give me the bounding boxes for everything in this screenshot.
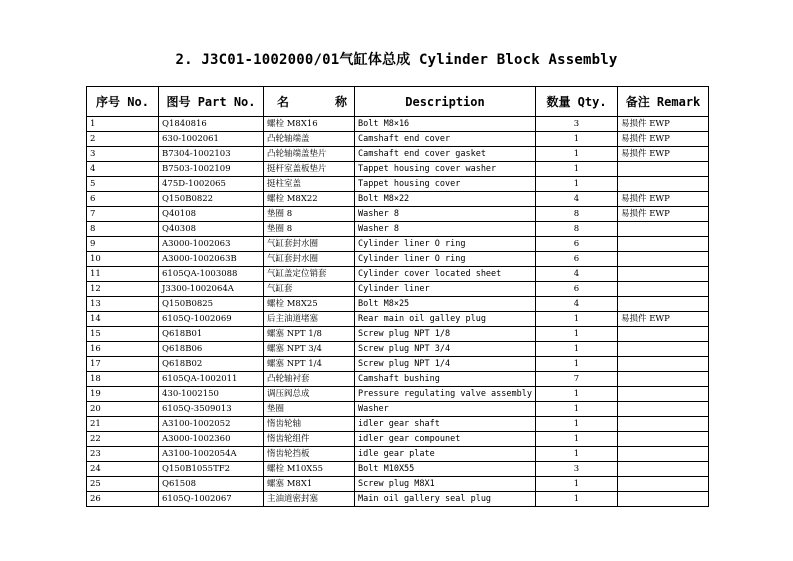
row-qty: 8 bbox=[536, 222, 618, 237]
row-part-no: Q40308 bbox=[159, 222, 264, 237]
row-name: 凸轮轴端盖垫片 bbox=[264, 147, 355, 162]
row-name: 螺塞 NPT 1/4 bbox=[264, 357, 355, 372]
row-name: 惰齿轮轴 bbox=[264, 417, 355, 432]
table-row bbox=[87, 237, 709, 252]
row-no: 5 bbox=[87, 177, 159, 192]
table-row bbox=[87, 402, 709, 417]
row-remark: 易损件 EWP bbox=[618, 117, 709, 132]
row-part-no: Q618B06 bbox=[159, 342, 264, 357]
row-name: 气缸套封水圈 bbox=[264, 252, 355, 267]
row-part-no: 430-1002150 bbox=[159, 387, 264, 402]
row-description: idler gear shaft bbox=[355, 417, 536, 432]
row-remark bbox=[618, 162, 709, 177]
row-name: 垫圈 bbox=[264, 402, 355, 417]
table-row bbox=[87, 432, 709, 447]
table-row bbox=[87, 372, 709, 387]
row-qty: 1 bbox=[536, 417, 618, 432]
row-no: 25 bbox=[87, 477, 159, 492]
row-name: 螺栓 M8X25 bbox=[264, 297, 355, 312]
row-description: Screw plug NPT 3/4 bbox=[355, 342, 536, 357]
row-description: Camshaft bushing bbox=[355, 372, 536, 387]
row-description: Main oil gallery seal plug bbox=[355, 492, 536, 507]
row-part-no: A3000-1002063B bbox=[159, 252, 264, 267]
row-name: 垫圈 8 bbox=[264, 222, 355, 237]
row-no: 20 bbox=[87, 402, 159, 417]
row-no: 1 bbox=[87, 117, 159, 132]
row-remark: 易损件 EWP bbox=[618, 312, 709, 327]
row-no: 23 bbox=[87, 447, 159, 462]
row-part-no: 6105Q-1002067 bbox=[159, 492, 264, 507]
row-remark bbox=[618, 447, 709, 462]
row-part-no: Q618B02 bbox=[159, 357, 264, 372]
row-no: 22 bbox=[87, 432, 159, 447]
row-name: 调压阀总成 bbox=[264, 387, 355, 402]
header-part-no: 图号 Part No. bbox=[159, 87, 264, 117]
row-qty: 1 bbox=[536, 357, 618, 372]
header-description: Description bbox=[355, 87, 536, 117]
row-description: idle gear plate bbox=[355, 447, 536, 462]
header-name-a: 名 bbox=[277, 95, 290, 109]
row-qty: 1 bbox=[536, 432, 618, 447]
row-description: Washer 8 bbox=[355, 222, 536, 237]
row-description: Camshaft end cover bbox=[355, 132, 536, 147]
row-description: Tappet housing cover bbox=[355, 177, 536, 192]
row-name: 螺栓 M8X16 bbox=[264, 117, 355, 132]
row-remark bbox=[618, 372, 709, 387]
row-description: Cylinder cover located sheet bbox=[355, 267, 536, 282]
row-remark bbox=[618, 357, 709, 372]
parts-table bbox=[86, 86, 709, 507]
row-qty: 4 bbox=[536, 192, 618, 207]
row-qty: 1 bbox=[536, 402, 618, 417]
row-no: 11 bbox=[87, 267, 159, 282]
table-row bbox=[87, 417, 709, 432]
row-description: Bolt M8×16 bbox=[355, 117, 536, 132]
row-no: 3 bbox=[87, 147, 159, 162]
row-qty: 8 bbox=[536, 207, 618, 222]
row-no: 18 bbox=[87, 372, 159, 387]
row-part-no: A3000-1002360 bbox=[159, 432, 264, 447]
table-row bbox=[87, 312, 709, 327]
row-no: 16 bbox=[87, 342, 159, 357]
table-row bbox=[87, 297, 709, 312]
row-qty: 1 bbox=[536, 312, 618, 327]
header-qty: 数量 Qty. bbox=[536, 87, 618, 117]
row-remark: 易损件 EWP bbox=[618, 207, 709, 222]
row-remark: 易损件 EWP bbox=[618, 132, 709, 147]
row-description: Bolt M10X55 bbox=[355, 462, 536, 477]
row-no: 13 bbox=[87, 297, 159, 312]
row-part-no: Q150B0825 bbox=[159, 297, 264, 312]
row-remark bbox=[618, 387, 709, 402]
row-no: 7 bbox=[87, 207, 159, 222]
row-name: 气缸盖定位销套 bbox=[264, 267, 355, 282]
row-part-no: Q40108 bbox=[159, 207, 264, 222]
row-part-no: B7304-1002103 bbox=[159, 147, 264, 162]
row-name: 凸轮轴衬套 bbox=[264, 372, 355, 387]
row-remark bbox=[618, 222, 709, 237]
row-no: 8 bbox=[87, 222, 159, 237]
row-part-no: 475D-1002065 bbox=[159, 177, 264, 192]
page-title: 2. J3C01-1002000/01气缸体总成 Cylinder Block Assembly bbox=[175, 52, 618, 68]
table-row bbox=[87, 357, 709, 372]
row-qty: 3 bbox=[536, 462, 618, 477]
row-name: 螺塞 M8X1 bbox=[264, 477, 355, 492]
row-remark bbox=[618, 342, 709, 357]
row-no: 12 bbox=[87, 282, 159, 297]
row-part-no: 6105QA-1002011 bbox=[159, 372, 264, 387]
table-row bbox=[87, 132, 709, 147]
row-part-no: Q150B1055TF2 bbox=[159, 462, 264, 477]
row-qty: 1 bbox=[536, 342, 618, 357]
row-no: 4 bbox=[87, 162, 159, 177]
row-no: 21 bbox=[87, 417, 159, 432]
row-remark bbox=[618, 267, 709, 282]
row-remark bbox=[618, 432, 709, 447]
table-row bbox=[87, 327, 709, 342]
row-qty: 1 bbox=[536, 387, 618, 402]
row-qty: 3 bbox=[536, 117, 618, 132]
row-no: 6 bbox=[87, 192, 159, 207]
row-description: Tappet housing cover washer bbox=[355, 162, 536, 177]
header-name-b: 称 bbox=[334, 95, 347, 109]
row-remark bbox=[618, 402, 709, 417]
row-name: 惰齿轮挡板 bbox=[264, 447, 355, 462]
row-description: Bolt M8×22 bbox=[355, 192, 536, 207]
row-name: 气缸套 bbox=[264, 282, 355, 297]
row-part-no: A3000-1002063 bbox=[159, 237, 264, 252]
table-row bbox=[87, 162, 709, 177]
row-description: Rear main oil galley plug bbox=[355, 312, 536, 327]
header-remark: 备注 Remark bbox=[618, 87, 709, 117]
row-description: Camshaft end cover gasket bbox=[355, 147, 536, 162]
row-qty: 6 bbox=[536, 252, 618, 267]
row-part-no: B7503-1002109 bbox=[159, 162, 264, 177]
table-row bbox=[87, 342, 709, 357]
row-part-no: 6105QA-1003088 bbox=[159, 267, 264, 282]
table-row bbox=[87, 117, 709, 132]
row-no: 17 bbox=[87, 357, 159, 372]
table-row bbox=[87, 447, 709, 462]
row-name: 后主油道堵塞 bbox=[264, 312, 355, 327]
row-remark bbox=[618, 237, 709, 252]
row-name: 螺栓 M8X22 bbox=[264, 192, 355, 207]
table-row bbox=[87, 177, 709, 192]
table-row bbox=[87, 252, 709, 267]
row-remark bbox=[618, 462, 709, 477]
row-remark bbox=[618, 177, 709, 192]
row-part-no: 6105Q-3509013 bbox=[159, 402, 264, 417]
row-no: 2 bbox=[87, 132, 159, 147]
row-remark bbox=[618, 477, 709, 492]
row-name: 挺杆室盖板垫片 bbox=[264, 162, 355, 177]
table-body bbox=[87, 117, 709, 507]
table-row bbox=[87, 492, 709, 507]
row-description: Cylinder liner O ring bbox=[355, 252, 536, 267]
row-no: 24 bbox=[87, 462, 159, 477]
row-description: Cylinder liner bbox=[355, 282, 536, 297]
row-qty: 1 bbox=[536, 147, 618, 162]
row-remark: 易损件 EWP bbox=[618, 192, 709, 207]
row-no: 10 bbox=[87, 252, 159, 267]
row-remark bbox=[618, 417, 709, 432]
row-description: Screw plug NPT 1/8 bbox=[355, 327, 536, 342]
row-qty: 1 bbox=[536, 492, 618, 507]
row-remark bbox=[618, 492, 709, 507]
row-description: Washer 8 bbox=[355, 207, 536, 222]
row-remark bbox=[618, 297, 709, 312]
row-no: 9 bbox=[87, 237, 159, 252]
row-qty: 1 bbox=[536, 477, 618, 492]
row-name: 气缸套封水圈 bbox=[264, 237, 355, 252]
row-name: 惰齿轮组件 bbox=[264, 432, 355, 447]
row-remark: 易损件 EWP bbox=[618, 147, 709, 162]
row-part-no: Q150B0822 bbox=[159, 192, 264, 207]
table-row bbox=[87, 282, 709, 297]
row-description: Washer bbox=[355, 402, 536, 417]
table-row bbox=[87, 222, 709, 237]
row-part-no: A3100-1002052 bbox=[159, 417, 264, 432]
row-no: 14 bbox=[87, 312, 159, 327]
row-name: 垫圈 8 bbox=[264, 207, 355, 222]
row-part-no: A3100-1002054A bbox=[159, 447, 264, 462]
row-part-no: 630-1002061 bbox=[159, 132, 264, 147]
row-qty: 1 bbox=[536, 177, 618, 192]
table-row bbox=[87, 207, 709, 222]
row-description: idler gear compounet bbox=[355, 432, 536, 447]
table-header-row bbox=[87, 87, 709, 117]
table-row bbox=[87, 267, 709, 282]
row-qty: 1 bbox=[536, 132, 618, 147]
row-description: Pressure regulating valve assembly bbox=[355, 387, 536, 402]
row-qty: 1 bbox=[536, 447, 618, 462]
row-name: 主油道密封塞 bbox=[264, 492, 355, 507]
row-name: 凸轮轴端盖 bbox=[264, 132, 355, 147]
header-no: 序号 No. bbox=[87, 87, 159, 117]
row-name: 挺柱室盖 bbox=[264, 177, 355, 192]
row-no: 19 bbox=[87, 387, 159, 402]
row-name: 螺栓 M10X55 bbox=[264, 462, 355, 477]
row-qty: 6 bbox=[536, 237, 618, 252]
table-row bbox=[87, 477, 709, 492]
row-description: Screw plug M8X1 bbox=[355, 477, 536, 492]
row-name: 螺塞 NPT 3/4 bbox=[264, 342, 355, 357]
row-qty: 4 bbox=[536, 297, 618, 312]
row-no: 15 bbox=[87, 327, 159, 342]
row-remark bbox=[618, 252, 709, 267]
row-name: 螺塞 NPT 1/8 bbox=[264, 327, 355, 342]
row-remark bbox=[618, 327, 709, 342]
table-row bbox=[87, 192, 709, 207]
row-remark bbox=[618, 282, 709, 297]
row-description: Screw plug NPT 1/4 bbox=[355, 357, 536, 372]
row-part-no: Q618B01 bbox=[159, 327, 264, 342]
row-description: Cylinder liner O ring bbox=[355, 237, 536, 252]
row-qty: 1 bbox=[536, 327, 618, 342]
row-part-no: Q61508 bbox=[159, 477, 264, 492]
row-description: Bolt M8×25 bbox=[355, 297, 536, 312]
row-qty: 1 bbox=[536, 162, 618, 177]
row-qty: 4 bbox=[536, 267, 618, 282]
row-part-no: J3300-1002064A bbox=[159, 282, 264, 297]
table-row bbox=[87, 462, 709, 477]
row-part-no: 6105Q-1002069 bbox=[159, 312, 264, 327]
row-qty: 6 bbox=[536, 282, 618, 297]
table-row bbox=[87, 387, 709, 402]
row-part-no: Q1840816 bbox=[159, 117, 264, 132]
header-name bbox=[264, 87, 355, 117]
row-qty: 7 bbox=[536, 372, 618, 387]
table-row bbox=[87, 147, 709, 162]
row-no: 26 bbox=[87, 492, 159, 507]
